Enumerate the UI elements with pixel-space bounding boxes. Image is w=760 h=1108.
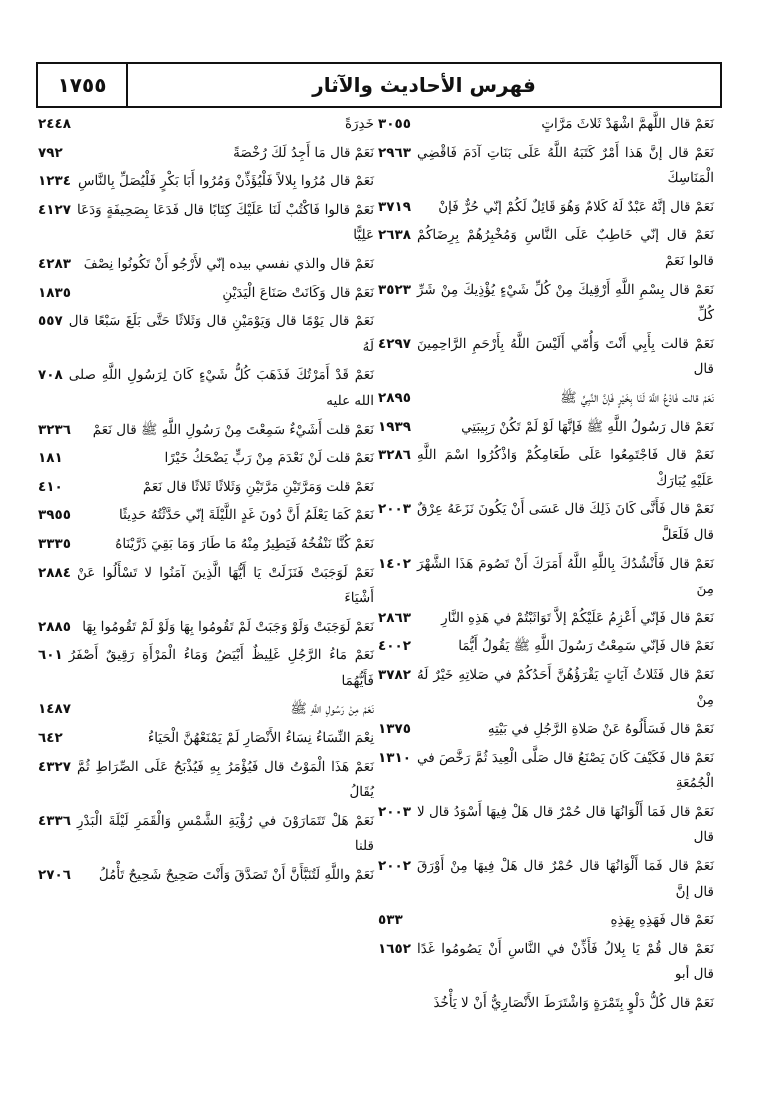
hadith-text: نَعَمْ قال إنّي خَاطِبٌ عَلَى النَّاسِ وَمُخْبِرُهُمْ بِرِضَاكُمْ قالوا نَعَمْ <box>416 227 714 269</box>
hadith-number: ١٢٣٤ <box>38 173 71 190</box>
hadith-entry <box>378 606 714 635</box>
hadith-entry <box>378 937 714 991</box>
hadith-number: ١٨١ <box>38 450 63 467</box>
hadith-number: ٤٣٢٧ <box>38 758 71 775</box>
hadith-text: نَعَمْ لَوَجَبَتْ وَلَوْ وَجَبَتْ لَمْ تَقُومُوا بِهَا وَلَوْ لَمْ تَقُومُوا بِهَا <box>82 618 374 635</box>
hadith-number: ٤٢٨٣ <box>38 255 71 272</box>
hadith-entry <box>38 863 374 892</box>
hadith-number: ١٨٣٥ <box>38 284 71 301</box>
hadith-entry <box>378 663 714 717</box>
hadith-number: ٣٥٢٣ <box>378 281 411 298</box>
hadith-text: نَعَمْ قلت لَنْ نَعْدَمَ مِنْ رَبٍّ يَضْحَكُ خَيْرًا <box>164 450 374 467</box>
hadith-entry <box>38 169 374 198</box>
hadith-text: نَعَمْ هَذَا الْمَوْتُ قال فَيُؤْمَرُ بِهِ فَيُذْبَحُ عَلَى الصِّرَاطِ ثُمَّ يُقَالُ <box>76 758 374 801</box>
hadith-entry <box>378 746 714 800</box>
hadith-entry <box>378 634 714 663</box>
hadith-entry <box>38 475 374 504</box>
hadith-text: نِعْمَ النِّسَاءُ نِسَاءُ الأَنْصَارِ لَمْ يَمْنَعْهُنَّ الْحَيَاءُ <box>147 730 374 747</box>
hadith-text: نَعَمْ قال فَمَا أَلْوَانُهَا قال حُمْرٌ قال هَلْ فِيهَا مِنْ أَوْرَقَ قال إنَّ <box>416 858 714 900</box>
hadith-text: نَعَمْ كُنَّا نَنْفُخُهُ فَيَطِيرُ مِنْهُ مَا طَارَ وَمَا بَقِيَ ذَرَّيْنَاهُ <box>115 535 374 552</box>
hadith-number: ٣٧٨٢ <box>378 666 411 683</box>
hadith-number: ٣٠٥٥ <box>378 116 411 132</box>
hadith-text: نَعَمْ قالت فَادْعُ اللَّهَ لَنَا بِخَيْرٍ فَإنَّ النَّبِيَّ ﷺ <box>560 389 714 406</box>
hadith-entry <box>38 643 374 697</box>
hadith-text: نَعَمْ قال والذي نفسي بيده إنّي لأَرْجُو أَنْ تَكُونُوا نِصْفَ <box>83 255 374 272</box>
hadith-text: نَعَمْ قلت وَمَرَّتَيْنِ مَرَّتَيْنِ وَثَلاثًا ثَلاثًا قال نَعَمْ <box>142 478 374 495</box>
hadith-number: ٣٣٣٥ <box>38 535 71 552</box>
hadith-number: ٢٩٦٣ <box>378 144 411 161</box>
hadith-text: نَعَمْ لَوَجَبَتْ فَنَزَلَتْ يَا أَيُّهَا الَّذِينَ آمَنُوا لا تَسْأَلُوا عَنْ أَشْيَاءَ <box>76 564 374 607</box>
page-title: فهرس الأحاديث والآثار <box>312 73 536 97</box>
hadith-text: نَعَمْ قال يَوْمًا قال وَيَوْمَيْنِ قال وَثَلاثًا حَتَّى بَلَغَ سَبْعًا قال لَهُ <box>68 313 374 355</box>
hadith-entry <box>38 532 374 561</box>
hadith-entry <box>378 854 714 908</box>
hadith-entry <box>378 415 714 444</box>
hadith-number: ٢٨٦٣ <box>378 609 411 626</box>
hadith-entry <box>378 717 714 746</box>
hadith-entry <box>378 800 714 854</box>
hadith-number: ١٣٧٥ <box>378 721 411 738</box>
hadith-text: نَعَمْ قال إنَّ هَذا أَمْرٌ كَتَبَهُ اللَّهُ عَلَى بَنَاتِ آدَمَ فَاقْضِي الْمَنَاسِكَ <box>416 144 714 187</box>
hadith-entry <box>378 223 714 277</box>
hadith-text: نَعَمْ قال مَا أَجِدُ لَكَ رُخْصَةً <box>233 144 374 161</box>
hadith-text: نَعَمْ قالوا فَاكْتُبْ لَنَا عَلَيْكَ كِتَابًا قال فَدَعَا بِصَحِيفَةٍ وَدَعَا عَلِيًّا <box>76 201 374 244</box>
hadith-entry <box>38 198 374 252</box>
hadith-text: نَعَمْ قال فَإنّي سَمِعْتُ رَسُولَ اللَّهِ ﷺ يَقُولُ أَيُّمَا <box>458 638 714 655</box>
hadith-entry <box>38 503 374 532</box>
hadith-entry <box>378 332 714 386</box>
hadith-entry <box>378 112 714 141</box>
hadith-text: نَعَمْ قال فَهَذِهِ بِهَذِهِ <box>610 912 714 929</box>
hadith-entry <box>38 561 374 615</box>
hadith-entry <box>378 991 714 1020</box>
hadith-text: نَعَمْ هَلْ تَتَمَارَوْنَ في رُؤْيَةِ الشَّمْسِ وَالْقَمَرِ لَيْلَةَ الْبَدْرِ قلنا <box>76 812 374 855</box>
hadith-number: ١٤٠٢ <box>378 555 411 572</box>
hadith-text: نَعَمْ قال فَاجْتَمِعُوا عَلَى طَعَامِكُمْ وَاذْكُرُوا اسْمَ اللَّهِ عَلَيْهِ يُبَارَكْ <box>416 447 714 489</box>
hadith-text: نَعَمْ مِنْ رَسُولِ اللَّهِ ﷺ <box>290 701 374 718</box>
page-header <box>36 62 722 108</box>
hadith-number: ٤٣٣٦ <box>38 812 71 829</box>
hadith-text: نَعَمْ قال فَثَلاثُ آيَاتٍ يَقْرَؤُهُنَّ أَحَدُكُمْ في صَلاتِهِ خَيْرٌ لَهُ مِنْ <box>416 666 714 709</box>
hadith-text: نَعَمْ مَاءُ الرَّجُلِ غَلِيظٌ أَبْيَضُ وَمَاءُ الْمَرْأَةِ رَقِيقٌ أَصْفَرُ فَأَيُّهُمَا <box>68 647 374 689</box>
hadith-number: ١٤٨٧ <box>38 701 71 718</box>
hadith-number: ٢٤٤٨ <box>38 116 71 132</box>
hadith-text: نَعَمْ قال اللَّهمَّ اشْهَدْ ثَلاثَ مَرَّاتٍ <box>541 116 714 132</box>
hadith-number: ٢٦٣٨ <box>378 227 411 244</box>
hadith-entry <box>378 141 714 195</box>
hadith-number: ٢٨٩٥ <box>378 389 411 406</box>
hadith-number: ٣٩٥٥ <box>38 507 71 524</box>
hadith-entry <box>38 141 374 170</box>
hadith-entry <box>38 252 374 281</box>
hadith-number: ٥٥٧ <box>38 313 63 330</box>
hadith-text: نَعَمْ قال فَإنّي أَعْزِمُ عَلَيْكُمْ إلاَّ تَوَاثَبْتُمْ في هَذِهِ النَّارِ <box>441 609 714 626</box>
hadith-text: خَدِرَةً <box>344 116 374 132</box>
hadith-number: ٤١٠ <box>38 478 63 495</box>
hadith-entry <box>38 697 374 726</box>
hadith-text: نَعَمْ قالت بِأَبِي أَنْتَ وَأُمّي أَلَيْسَ اللَّهُ بِأَرْحَمِ الرَّاحِمِينَ قال <box>416 335 714 378</box>
hadith-text: نَعَمْ قال فَسَأَلُوهُ عَنْ صَلاةِ الرَّجُلِ في بَيْتِهِ <box>487 721 714 738</box>
hadith-text: نَعَمْ قال فَكَيْفَ كَانَ يَصْنَعُ قال صَلَّى الْعِيدَ ثُمَّ رَخَّصَ في الْجُمُعَةِ <box>416 749 714 792</box>
hadith-number: ٤١٢٧ <box>38 201 71 218</box>
hadith-entry <box>38 809 374 863</box>
hadith-number: ١٣١٠ <box>378 749 411 766</box>
hadith-text: نَعَمْ قال مُرُوا بِلالاً فَلْيُؤَذِّنْ وَمُرُوا أَبَا بَكْرٍ فَلْيُصَلِّ بِالنَّاسِ <box>78 173 374 190</box>
right-column <box>378 112 714 1072</box>
hadith-number: ٤٢٩٧ <box>378 335 411 352</box>
page-number: ١٧٥٥ <box>38 64 128 106</box>
hadith-text: نَعَمْ قال بِسْمِ اللَّهِ أَرْقِيكَ مِنْ كُلِّ شَيْءٍ يُؤْذِيكَ مِنْ شَرِّ كُلِّ <box>416 281 714 324</box>
hadith-number: ٧٩٢ <box>38 144 63 161</box>
hadith-text: نَعَمْ قال إنَّهُ عَبْدٌ لَهُ كَلامٌ وَهُوَ قَائِلٌ لَكُمْ إنّي حُرٌّ فَإنْ <box>438 198 714 215</box>
hadith-number: ٤٠٠٢ <box>378 638 411 655</box>
hadith-entry <box>378 195 714 224</box>
hadith-number: ٣٢٣٦ <box>38 421 71 438</box>
hadith-entry <box>38 755 374 809</box>
hadith-entry <box>38 281 374 310</box>
hadith-text: نَعَمْ قَدْ أَمَرْتُكَ فَذَهَبَ كُلُّ شَيْءٍ كَانَ لِرَسُولِ اللَّهِ صلى الله عليه <box>68 367 374 409</box>
hadith-number: ٣٧١٩ <box>378 198 411 215</box>
hadith-number: ٥٣٣ <box>378 912 403 929</box>
hadith-text: نَعَمْ قال فَمَا أَلْوَانُهَا قال حُمْرٌ قال هَلْ فِيهَا أَسْوَدُ قال لا قال <box>416 803 714 846</box>
hadith-entry <box>38 446 374 475</box>
hadith-text: نَعَمْ قال رَسُولُ اللَّهِ ﷺ فَإنَّهَا لَوْ لَمْ تَكُنْ رَبِيبَتِي <box>461 418 714 435</box>
hadith-entry <box>378 497 714 551</box>
hadith-entry <box>38 363 374 417</box>
hadith-number: ٧٠٨ <box>38 367 63 384</box>
hadith-entry <box>378 908 714 937</box>
hadith-number: ٢٨٨٥ <box>38 618 71 635</box>
hadith-text: نَعَمْ قال قُمْ يَا بِلالُ فَأَذِّنْ في النَّاسِ أَنْ يَصُومُوا غَدًا قال أبو <box>416 940 714 983</box>
hadith-entry <box>378 552 714 606</box>
hadith-entry <box>38 418 374 447</box>
hadith-number: ٦٠١ <box>38 647 63 664</box>
hadith-entry <box>378 386 714 415</box>
hadith-number: ٣٢٨٦ <box>378 447 411 464</box>
hadith-text: نَعَمْ قال وَكَانَتْ صَنَاعَ الْيَدَيْنِ <box>222 284 374 301</box>
left-column <box>38 112 374 1072</box>
hadith-text: نَعَمْ قال كُلُّ دَلْوٍ بِتَمْرَةٍ وَاشْتَرَطَ الأَنْصَارِيُّ أَنْ لا يَأْخُذَ <box>433 995 714 1011</box>
hadith-number: ٢٠٠٣ <box>378 803 411 820</box>
hadith-number: ٢٨٨٤ <box>38 564 71 581</box>
hadith-entry <box>38 309 374 363</box>
hadith-entry <box>38 615 374 644</box>
hadith-number: ١٦٥٢ <box>378 940 411 957</box>
hadith-text: نَعَمْ واللَّهِ لَتُنَبَّأَنَّ أَنْ تَصَدَّقَ وَأَنْتَ صَحِيحٌ شَحِيحٌ تَأْمُلُ <box>98 867 374 884</box>
hadith-entry <box>38 112 374 141</box>
hadith-number: ٢٧٠٦ <box>38 867 71 884</box>
hadith-text: نَعَمْ قلت أَشَيْءٌ سَمِعْتَ مِنْ رَسُولِ اللَّهِ ﷺ قال نَعَمْ <box>92 421 374 438</box>
hadith-text: نَعَمْ قال فَأَنَّى كَانَ ذَلِكَ قال عَسَى أَنْ يَكُونَ نَزَعَهُ عِرْقٌ قال فَلَعَلَّ <box>416 501 714 543</box>
hadith-entry <box>38 726 374 755</box>
hadith-number: ١٩٣٩ <box>378 418 411 435</box>
hadith-number: ٢٠٠٣ <box>378 501 411 518</box>
hadith-number: ٢٠٠٢ <box>378 858 411 875</box>
hadith-entry <box>378 443 714 497</box>
hadith-number: ٦٤٢ <box>38 730 63 747</box>
hadith-text: نَعَمْ قال فَأَنْشُدُكَ بِاللَّهِ اللَّهُ أَمَرَكَ أَنْ تَصُومَ هَذَا الشَّهْرَ مِنَ <box>416 555 714 598</box>
hadith-entry <box>378 278 714 332</box>
hadith-text: نَعَمْ كَمَا يَعْلَمُ أَنَّ دُونَ غَدٍ اللَّيْلَةَ إنّي حَدَّثْتُهُ حَدِيثًا <box>119 507 374 524</box>
